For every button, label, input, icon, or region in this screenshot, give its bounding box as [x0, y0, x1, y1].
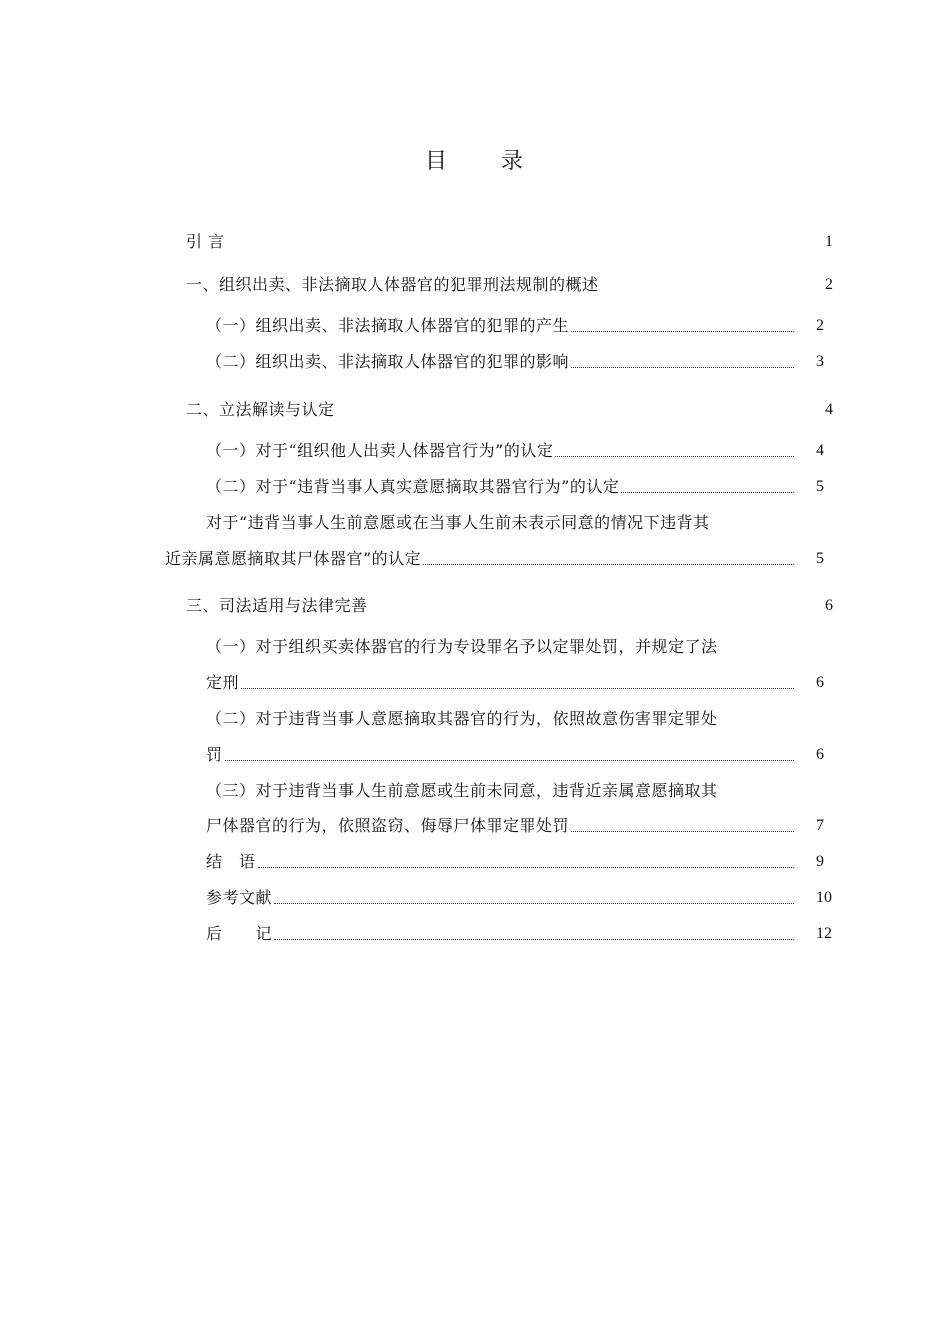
- toc-entry-chapter-2-section-2[interactable]: [206, 476, 798, 498]
- dot-leader: [274, 939, 794, 940]
- toc-entry-chapter-2[interactable]: [186, 399, 806, 421]
- toc-entry-postscript[interactable]: [206, 923, 798, 945]
- toc-entry-text: 后 记: [206, 924, 273, 943]
- toc-page-number: 6: [816, 674, 824, 691]
- toc-entry-chapter-3-section-3[interactable]: [206, 815, 798, 837]
- toc-title-part1: 目: [424, 149, 449, 174]
- toc-entry-text: 一、组织出卖、非法摘取人体器官的犯罪刑法规制的概述: [186, 275, 599, 294]
- toc-entry-text: 尸体器官的行为，依照盗窃、侮辱尸体罪定罪处罚: [206, 816, 570, 835]
- toc-page-number: 7: [816, 817, 824, 834]
- toc-entry-chapter-3-section-1-line1[interactable]: （一）对于组织买卖体器官的行为专设罪名予以定罪处罚，并规定了法: [206, 637, 718, 656]
- dot-leader: [423, 564, 794, 565]
- toc-entry-text: （二）组织出卖、非法摘取人体器官的犯罪的影响: [206, 352, 570, 371]
- toc-entry-text: 参考文献: [206, 888, 273, 907]
- dot-leader: [571, 367, 794, 368]
- toc-entry-text: （二）对于“违背当事人真实意愿摘取其器官行为”的认定: [206, 477, 620, 496]
- toc-entry-chapter-3-section-2[interactable]: [206, 744, 798, 766]
- toc-page-number: 6: [816, 746, 824, 763]
- toc-page-number: 2: [825, 276, 833, 293]
- toc-entry-references[interactable]: [206, 887, 798, 909]
- toc-entry-conclusion[interactable]: [206, 851, 798, 873]
- toc-page-number: 5: [816, 550, 824, 567]
- toc-title: [0, 144, 950, 175]
- toc-entry-text: 定刑: [206, 673, 240, 692]
- toc-entry-chapter-2-section-3-line1[interactable]: 对于“违背当事人生前意愿或在当事人生前未表示同意的情况下违背其: [206, 513, 710, 532]
- toc-entry-chapter-2-section-1[interactable]: [206, 440, 798, 462]
- toc-entry-intro[interactable]: [186, 231, 806, 253]
- toc-page-number: 4: [825, 401, 833, 418]
- toc-page-number: 9: [816, 853, 824, 870]
- toc-page-number: 10: [816, 889, 832, 906]
- dot-leader: [241, 688, 794, 689]
- toc-entry-chapter-2-section-3[interactable]: [165, 548, 798, 570]
- toc-page-number: 5: [816, 478, 824, 495]
- toc-entry-text: 罚: [206, 745, 223, 764]
- toc-entry-chapter-3-section-1[interactable]: [206, 672, 798, 694]
- dot-leader: [571, 831, 794, 832]
- toc-page-number: 4: [816, 442, 824, 459]
- dot-leader: [621, 492, 794, 493]
- toc-page-number: 6: [825, 597, 833, 614]
- toc-entry-text: （一）对于“组织他人出卖人体器官行为”的认定: [206, 441, 554, 460]
- dot-leader: [258, 867, 794, 868]
- toc-entry-chapter-3-section-2-line1[interactable]: （二）对于违背当事人意愿摘取其器官的行为，依照故意伤害罪定罪处: [206, 709, 718, 728]
- toc-entry-text: 结 语: [206, 852, 256, 871]
- toc-entry-chapter-1[interactable]: [186, 274, 806, 296]
- toc-entry-text: （一）组织出卖、非法摘取人体器官的犯罪的产生: [206, 316, 570, 335]
- toc-entry-text: 三、司法适用与法律完善: [186, 596, 368, 615]
- toc-entry-text: 引 言: [186, 232, 225, 251]
- dot-leader: [571, 331, 794, 332]
- toc-page-number: 12: [816, 925, 832, 942]
- toc-entry-text: 近亲属意愿摘取其尸体器官”的认定: [165, 549, 422, 568]
- toc-entry-chapter-3-section-3-line1[interactable]: （三）对于违背当事人生前意愿或生前未同意，违背近亲属意愿摘取其: [206, 781, 718, 800]
- toc-entry-chapter-1-section-1[interactable]: [206, 315, 798, 337]
- toc-title-part2: 录: [501, 149, 526, 174]
- toc-page-number: 3: [816, 353, 824, 370]
- dot-leader: [555, 456, 794, 457]
- dot-leader: [274, 903, 794, 904]
- toc-entry-text: 二、立法解读与认定: [186, 400, 335, 419]
- toc-entry-chapter-1-section-2[interactable]: [206, 351, 798, 373]
- toc-page-number: 2: [816, 317, 824, 334]
- dot-leader: [225, 760, 794, 761]
- toc-page-number: 1: [825, 233, 833, 250]
- toc-entry-chapter-3[interactable]: [186, 595, 806, 617]
